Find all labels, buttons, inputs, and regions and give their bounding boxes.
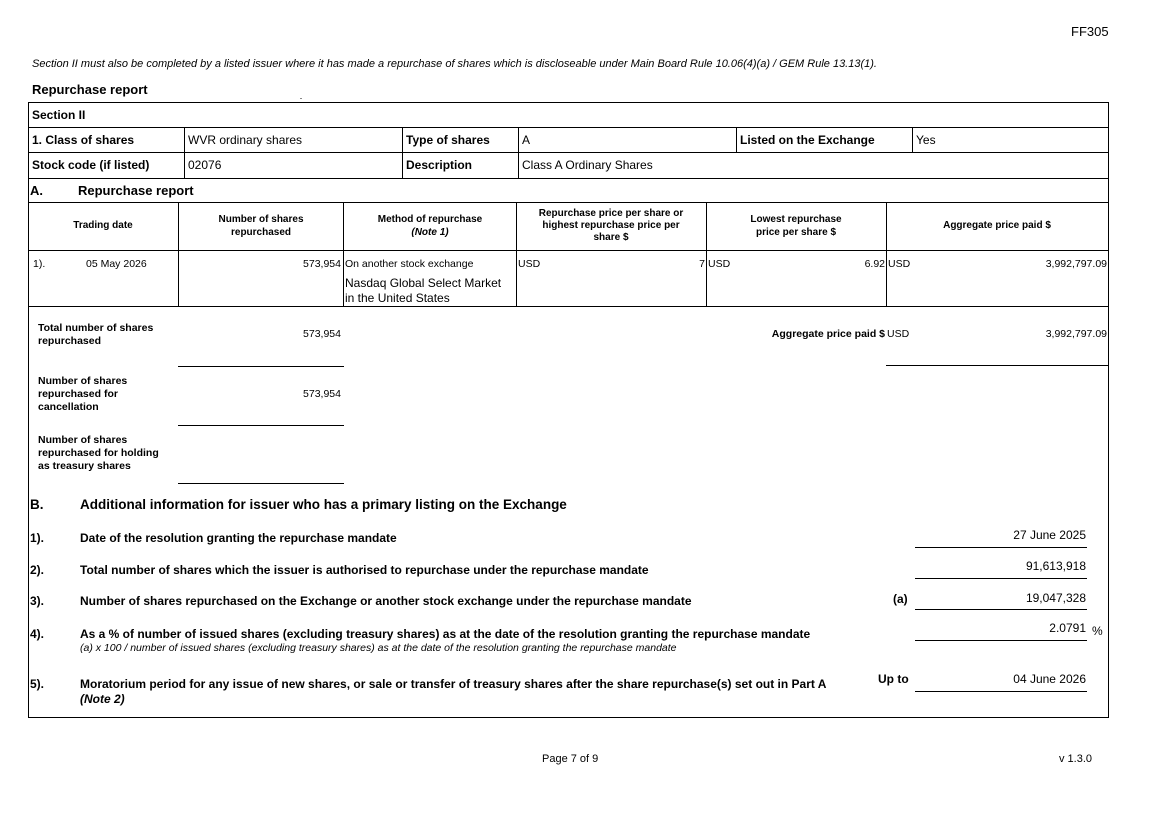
divider (178, 202, 179, 306)
b2-label: Total number of shares which the issuer is authorised to repurchase under the repurchase mandate (80, 563, 649, 577)
divider (28, 152, 1109, 153)
type-value: A (522, 133, 531, 147)
row-index: 1). (33, 258, 46, 270)
row-price-currency: USD (518, 258, 541, 270)
divider (516, 202, 517, 306)
agg-currency: USD (887, 328, 910, 340)
b5-label: Moratorium period for any issue of new shares, or sale or transfer of treasury shares after the share repurchase(s) set out in Part A (80, 677, 827, 691)
header-lowest-1: Lowest repurchase (750, 214, 842, 225)
class-label: 1. Class of shares (32, 133, 135, 147)
description-value: Class A Ordinary Shares (522, 158, 653, 172)
cancel-underline (178, 425, 344, 426)
row-method-3: in the United States (345, 291, 450, 305)
b1-underline (915, 547, 1087, 548)
agg-label: Aggregate price paid $ (771, 328, 885, 340)
divider (736, 127, 737, 152)
header-price-2: highest repurchase price per (542, 220, 680, 231)
intro-note: Section II must also be completed by a listed issuer where it has made a repurchase of shares which is discloseable under Main Board Rule 10.06(4)(a) / GEM Rule 13.13(1). (32, 58, 877, 70)
listed-label: Listed on the Exchange (740, 133, 875, 147)
b4-unit: % (1092, 624, 1103, 638)
header-aggregate: Aggregate price paid $ (943, 220, 1051, 231)
b3-underline (915, 609, 1087, 610)
row-date: 05 May 2026 (86, 258, 147, 270)
version: v 1.3.0 (1059, 753, 1093, 765)
part-a-title: Repurchase report (78, 183, 194, 198)
b3-index: 3). (30, 594, 45, 608)
b5-sub: (Note 2) (80, 692, 125, 706)
form-code: FF305 (1071, 24, 1109, 39)
b4-label: As a % of number of issued shares (excluding treasury shares) as at the date of the resolution granting the repurchase mandate (80, 627, 811, 641)
row-lowest: 6.92 (864, 258, 885, 270)
header-trading-date: Trading date (73, 220, 133, 231)
treasury-label-1: Number of shares (38, 434, 128, 446)
listed-value: Yes (916, 133, 936, 147)
header-method-1: Method of repurchase (377, 214, 483, 225)
cancel-label-2: repurchased for (38, 388, 118, 400)
b1-label: Date of the resolution granting the repurchase mandate (80, 531, 397, 545)
divider (912, 127, 913, 152)
divider (184, 127, 185, 179)
row-lowest-currency: USD (708, 258, 731, 270)
section-title: Section II (32, 108, 86, 122)
header-num-shares-1: Number of shares (218, 214, 304, 225)
divider (28, 250, 1109, 251)
b4-value: 2.0791 (1049, 621, 1086, 635)
header-num-shares-2: repurchased (230, 227, 292, 238)
total-value: 573,954 (303, 328, 341, 340)
treasury-label-2: repurchased for holding (38, 447, 159, 459)
b5-tag: Up to (878, 672, 909, 686)
treasury-label-3: as treasury shares (38, 460, 131, 472)
b5-index: 5). (30, 677, 45, 691)
divider (518, 127, 519, 179)
treasury-underline (178, 483, 344, 484)
b5-value: 04 June 2026 (1013, 672, 1086, 686)
part-b-letter: B. (30, 497, 44, 512)
page-number: Page 7 of 9 (542, 753, 599, 765)
divider (343, 202, 344, 306)
total-underline (178, 366, 344, 367)
header-price-1: Repurchase price per share or (538, 208, 684, 219)
row-shares: 573,954 (303, 258, 341, 270)
stock-code-label: Stock code (if listed) (32, 158, 150, 172)
b4-index: 4). (30, 627, 45, 641)
header-price-3: share $ (593, 232, 629, 243)
cancel-label-1: Number of shares (38, 375, 128, 387)
row-price: 7 (699, 258, 705, 270)
header-lowest-2: price per share $ (755, 227, 837, 238)
divider (402, 127, 403, 179)
stray-dot (300, 98, 302, 99)
type-label: Type of shares (406, 133, 490, 147)
divider (28, 306, 1109, 307)
b3-value: 19,047,328 (1025, 591, 1086, 605)
agg-value: 3,992,797.09 (1045, 328, 1107, 340)
b4-underline (915, 640, 1087, 641)
b2-underline (915, 578, 1087, 579)
part-b-title: Additional information for issuer who has a primary listing on the Exchange (80, 497, 567, 512)
row-method-2: Nasdaq Global Select Market (345, 276, 502, 290)
b3-tag: (a) (893, 592, 908, 606)
divider (28, 178, 1109, 179)
row-agg-currency: USD (888, 258, 911, 270)
divider (28, 127, 1109, 128)
cancel-value: 573,954 (303, 388, 341, 400)
part-a-letter: A. (30, 183, 43, 198)
b3-label: Number of shares repurchased on the Exchange or another stock exchange under the repurchase mandate (80, 594, 692, 608)
class-value: WVR ordinary shares (188, 133, 303, 147)
agg-underline (886, 365, 1109, 366)
row-aggregate: 3,992,797.09 (1045, 258, 1107, 270)
b5-underline (915, 691, 1087, 692)
stock-code-value: 02076 (188, 158, 222, 172)
row-method-1: On another stock exchange (345, 258, 474, 270)
cancel-label-3: cancellation (38, 401, 99, 413)
description-label: Description (406, 158, 473, 172)
b4-sub: (a) x 100 / number of issued shares (excluding treasury shares) as at the date of the resolution granting the repurchase mandate (80, 642, 677, 654)
divider (886, 202, 887, 306)
total-label-1: Total number of shares (38, 322, 154, 334)
b1-index: 1). (30, 531, 45, 545)
report-title: Repurchase report (32, 82, 148, 97)
total-label-2: repurchased (38, 335, 102, 347)
header-method-2: (Note 1) (411, 227, 449, 238)
b2-value: 91,613,918 (1025, 559, 1086, 573)
divider (28, 202, 1109, 203)
b2-index: 2). (30, 563, 45, 577)
b1-value: 27 June 2025 (1013, 528, 1086, 542)
divider (706, 202, 707, 306)
